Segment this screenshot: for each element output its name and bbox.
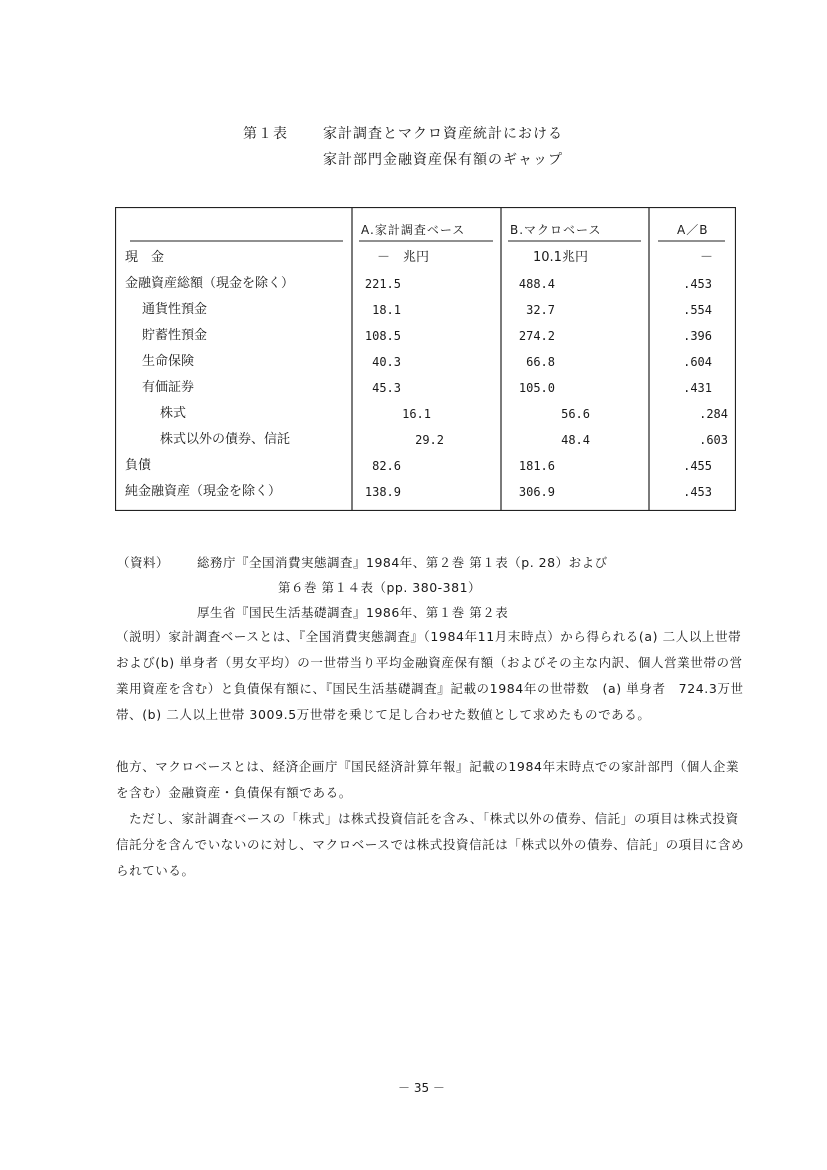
value-b: 181.6 (518, 459, 555, 473)
value-b: 56.6 (561, 407, 590, 421)
note-paragraph-3: ただし、家計調査ベースの「株式」は株式投資信託を含み、「株式以外の債券、信託」の項目は株式投資信託分を含んでいないのに対し、マクロベースでは株式投資信託は「株式以外の債券、信託」の項目に含められている。 (116, 811, 745, 878)
cash-ratio: － (700, 250, 714, 265)
header-macro: B.マクロベース (510, 223, 602, 237)
value-b: 66.8 (526, 355, 555, 369)
row-label: 負債 (125, 458, 152, 473)
note-paragraph-1: （説明）家計調査ベースとは、『全国消費実態調査』（1984年11月末時点）から得られる(a) 二人以上世帯および(b) 単身者（男女平均）の一世帯当り平均金融資産保有額（およびその主な内訳、個人営業世帯の営業用資産を含む）と負債保有額に、『国民生活基礎調査』記載の1984年の世帯数 (a) 単身者 724.3万世帯、(b) 二人以上世帯 3009.5万世帯を乗じて足し合わせた数値として求めたものである。 (116, 629, 744, 722)
value-ratio: .431 (683, 381, 712, 395)
value-ratio: .455 (683, 459, 712, 473)
source-line2: 第６巻 第１４表（pp. 380-381） (278, 580, 482, 595)
value-b: 48.4 (561, 433, 590, 447)
source-line3: 厚生省『国民生活基礎調査』1986年、第１巻 第２表 (197, 605, 509, 620)
value-ratio: .453 (683, 485, 712, 499)
note-paragraph-2: 他方、マクロベースとは、経済企画庁『国民経済計算年報』記載の1984年末時点での家計部門（個人企業を含む）金融資産・負債保有額である。 (116, 759, 740, 800)
row-label-cash: 現 金 (125, 250, 165, 265)
cash-a: － 兆円 (377, 250, 430, 265)
value-ratio: .453 (683, 277, 712, 291)
row-label: 株式以外の債券、信託 (160, 432, 291, 447)
table-title-line2: 家計部門金融資産保有額のギャップ (323, 152, 563, 168)
value-b: 306.9 (518, 485, 555, 499)
header-household-survey: A.家計調査ベース (361, 223, 466, 237)
table-title-line1: 家計調査とマクロ資産統計における (323, 126, 563, 142)
value-ratio: .554 (683, 303, 712, 317)
value-b: 105.0 (518, 381, 555, 395)
value-a: 221.5 (364, 277, 401, 291)
value-a: 29.2 (415, 433, 444, 447)
value-a: 82.6 (372, 459, 401, 473)
value-ratio: .396 (683, 329, 712, 343)
source-label: （資料） (117, 555, 170, 570)
source-line1: 総務庁『全国消費実態調査』1984年、第２巻 第１表（p. 28）および (197, 555, 608, 570)
value-a: 40.3 (372, 355, 401, 369)
value-a: 45.3 (372, 381, 401, 395)
row-label: 純金融資産（現金を除く） (125, 484, 282, 499)
row-label: 有価証券 (142, 380, 195, 395)
value-a: 16.1 (402, 407, 431, 421)
value-a: 138.9 (364, 485, 401, 499)
row-label: 通貨性預金 (142, 302, 208, 317)
value-ratio: .284 (699, 407, 728, 421)
header-ratio: A／B (677, 223, 709, 237)
row-label: 株式 (160, 406, 187, 421)
row-label: 貯蓄性預金 (142, 328, 208, 343)
value-ratio: .603 (699, 433, 728, 447)
value-a: 108.5 (364, 329, 401, 343)
page-number: － 35 － (398, 1081, 445, 1095)
data-table (115, 207, 736, 511)
value-b: 274.2 (518, 329, 555, 343)
value-b: 32.7 (526, 303, 555, 317)
row-label: 生命保険 (142, 354, 195, 369)
value-b: 488.4 (518, 277, 555, 291)
cash-b: 10.1兆円 (533, 250, 588, 265)
value-ratio: .604 (683, 355, 712, 369)
value-a: 18.1 (372, 303, 401, 317)
table-number: 第１表 (243, 126, 288, 142)
row-label: 金融資産総額（現金を除く） (125, 276, 295, 291)
